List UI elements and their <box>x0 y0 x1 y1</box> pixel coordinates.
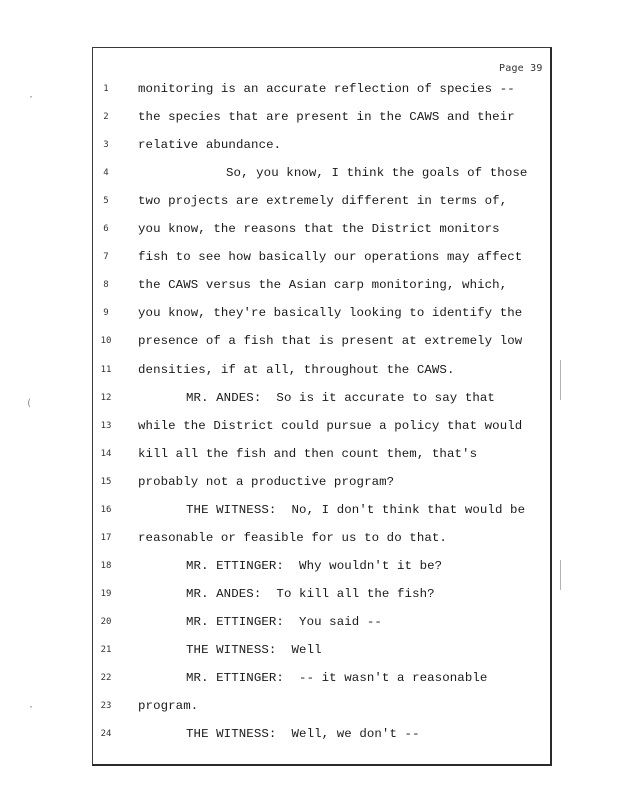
scan-mark <box>560 560 561 590</box>
line-text: fish to see how basically our operations may affect <box>138 250 523 265</box>
line-text: MR. ETTINGER: -- it wasn't a reasonable <box>186 671 488 686</box>
line-number: 19 <box>100 588 112 599</box>
transcript-line <box>0 247 618 267</box>
scan-mark: · <box>28 92 35 103</box>
line-text: THE WITNESS: No, I don't think that would be <box>186 502 526 517</box>
line-text: the species that are present in the CAWS and their <box>138 110 515 125</box>
scan-mark: ( <box>26 398 33 409</box>
line-number: 21 <box>100 645 112 655</box>
line-text: you know, they're basically looking to identify the <box>138 306 523 321</box>
line-number: 5 <box>103 196 109 207</box>
transcript-line <box>0 219 618 239</box>
line-number: 10 <box>100 336 112 347</box>
line-number: 16 <box>100 504 112 515</box>
transcript-line <box>0 191 618 211</box>
transcript-line <box>0 584 618 604</box>
line-text: densities, if at all, throughout the CAWS. <box>138 362 455 377</box>
transcript-line <box>0 528 618 548</box>
line-text: while the District could pursue a policy that would <box>138 418 523 433</box>
line-number: 3 <box>103 140 109 151</box>
line-number: 17 <box>100 532 112 543</box>
page-number: Page 39 <box>499 63 543 74</box>
transcript-line <box>0 556 618 576</box>
line-number: 13 <box>100 420 112 431</box>
line-text: MR. ETTINGER: You said -- <box>186 614 382 629</box>
line-text: MR. ANDES: So is it accurate to say that <box>186 390 495 405</box>
line-text: kill all the fish and then count them, that's <box>138 446 478 461</box>
line-number: 4 <box>103 168 109 179</box>
line-number: 12 <box>100 392 112 403</box>
line-text: the CAWS versus the Asian carp monitoring, which, <box>138 278 508 293</box>
line-text: MR. ANDES: To kill all the fish? <box>186 586 435 601</box>
transcript-line <box>0 79 618 99</box>
transcript-line <box>0 360 618 380</box>
transcript-line <box>0 135 618 155</box>
line-number: 15 <box>100 476 112 487</box>
transcript-line <box>0 163 618 183</box>
transcript-line <box>0 107 618 127</box>
line-number: 14 <box>100 448 112 459</box>
transcript-line <box>0 724 618 744</box>
transcript-line <box>0 696 618 716</box>
transcript-line <box>0 500 618 520</box>
line-text: program. <box>138 699 199 714</box>
line-number: 9 <box>103 308 109 319</box>
transcript-line <box>0 275 618 295</box>
line-number: 7 <box>103 252 109 263</box>
transcript-line <box>0 472 618 492</box>
line-number: 20 <box>100 616 112 627</box>
transcript-line <box>0 331 618 351</box>
line-text: probably not a productive program? <box>138 474 395 489</box>
line-text: THE WITNESS: Well, we don't -- <box>186 727 420 742</box>
line-text: relative abundance. <box>138 138 282 153</box>
line-number: 18 <box>100 560 112 571</box>
line-text: you know, the reasons that the District monitors <box>138 222 500 237</box>
line-text: MR. ETTINGER: Why wouldn't it be? <box>186 558 443 573</box>
transcript-line <box>0 416 618 436</box>
line-number: 6 <box>103 224 109 235</box>
line-text: THE WITNESS: Well <box>186 643 322 657</box>
line-number: 1 <box>103 84 109 94</box>
transcript-line <box>0 612 618 632</box>
transcript-line <box>0 388 618 408</box>
scan-mark: · <box>28 702 35 713</box>
line-number: 22 <box>100 673 112 684</box>
line-text: presence of a fish that is present at extremely low <box>138 334 523 349</box>
line-number: 24 <box>100 729 112 740</box>
line-number: 11 <box>100 364 112 375</box>
line-number: 8 <box>103 280 109 291</box>
scan-mark <box>560 360 561 400</box>
transcript-line <box>0 640 618 660</box>
transcript-line <box>0 668 618 688</box>
line-text: reasonable or feasible for us to do that. <box>138 530 447 545</box>
line-text: two projects are extremely different in terms of, <box>138 194 508 209</box>
transcript-line <box>0 303 618 323</box>
line-text: monitoring is an accurate reflection of species -- <box>138 82 515 96</box>
line-text: So, you know, I think the goals of those <box>226 166 528 181</box>
transcript-line <box>0 444 618 464</box>
line-number: 2 <box>103 112 109 123</box>
line-number: 23 <box>100 701 112 712</box>
